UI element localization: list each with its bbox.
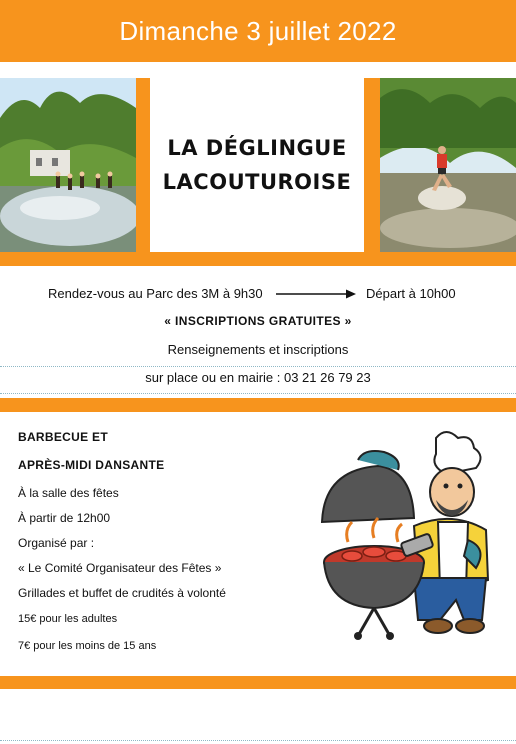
orange-stripe [0, 676, 516, 689]
renseignements-text: Renseignements et inscriptions [167, 342, 349, 357]
dansante-heading: APRÈS-MIDI DANSANTE [18, 458, 165, 472]
rendezvous-text: Rendez-vous au Parc des 3M à 9h30 [48, 286, 263, 301]
dotted-divider [0, 366, 516, 367]
grillades-text: Grillades et buffet de crudités à volonté [18, 586, 226, 600]
lieu-text: À la salle des fêtes [18, 486, 119, 500]
chef-barbecue-icon [318, 430, 494, 642]
orange-stripe [0, 398, 516, 412]
dotted-divider [0, 740, 516, 741]
arrow-right-icon [276, 288, 358, 300]
comite-text: « Le Comité Organisateur des Fêtes » [18, 561, 222, 575]
event-title-line1: LA DÉGLINGUE [167, 136, 347, 160]
heure-text: À partir de 12h00 [18, 511, 111, 525]
event-date-title: Dimanche 3 juillet 2022 [119, 15, 397, 46]
depart-text: Départ à 10h00 [366, 286, 456, 301]
contact-text: sur place ou en mairie : 03 21 26 79 23 [145, 370, 371, 385]
event-title-box [150, 78, 364, 252]
prix-adultes-text: 15€ pour les adultes [18, 613, 118, 625]
dotted-divider [0, 393, 516, 394]
photo-runners-splash [0, 78, 136, 252]
photo-runner-mud [380, 78, 516, 252]
organise-text: Organisé par : [18, 536, 95, 550]
prix-enfants-text: 7€ pour les moins de 15 ans [18, 640, 157, 652]
orange-stripe [0, 252, 516, 266]
inscriptions-gratuites: « INSCRIPTIONS GRATUITES » [164, 314, 352, 328]
barbecue-heading: BARBECUE ET [18, 430, 108, 444]
event-title-line2: LACOUTUROISE [162, 170, 352, 194]
